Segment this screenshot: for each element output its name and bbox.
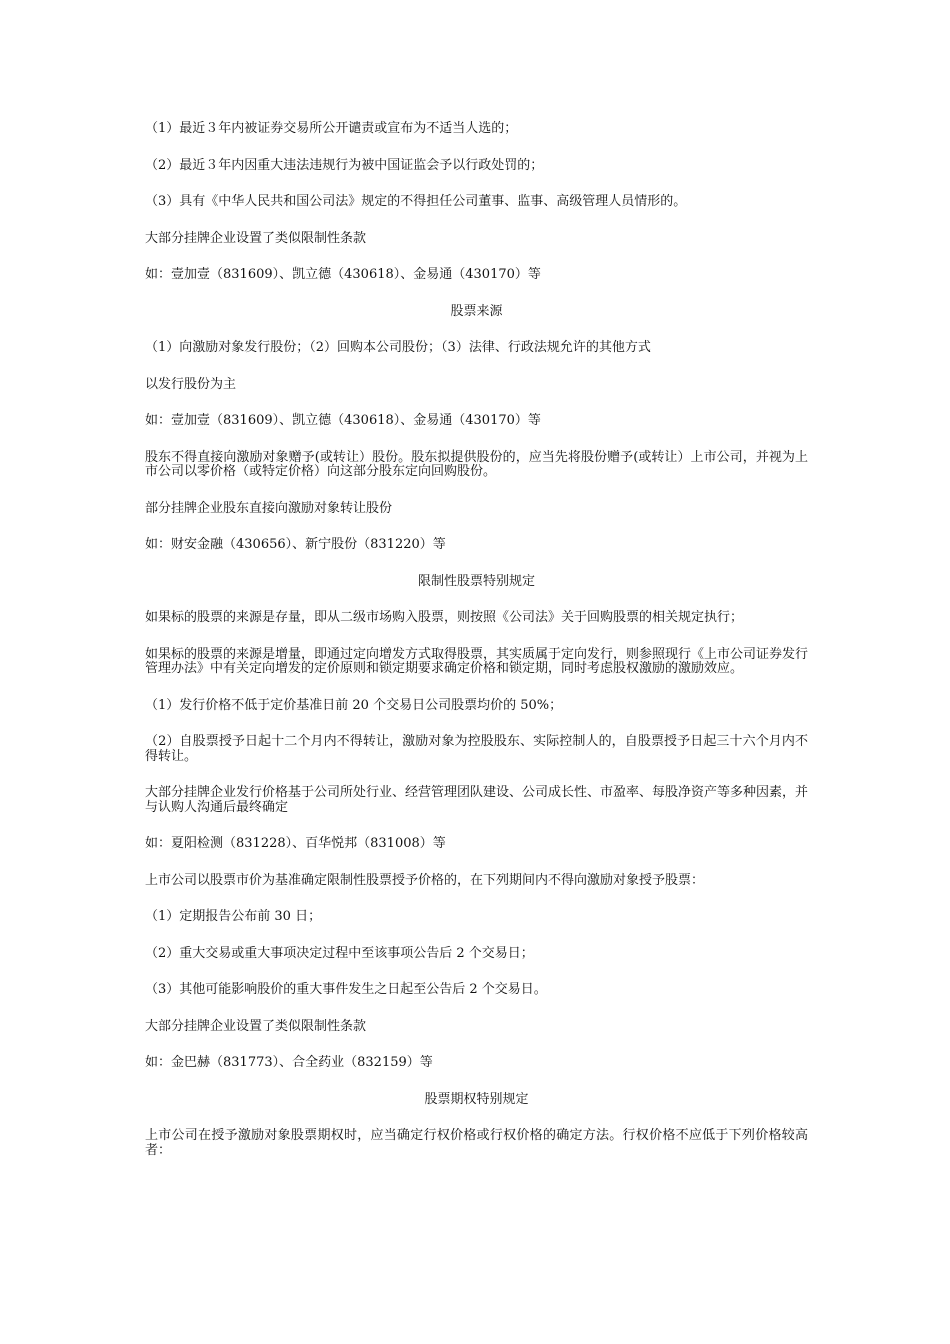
paragraph-8: 以发行股份为主 — [145, 376, 237, 392]
section-heading-stock-options: 股票期权特别规定 — [424, 1091, 529, 1107]
paragraph-1: （1）最近３年内被证券交易所公开谴责或宣布为不适当人选的； — [145, 121, 518, 136]
paragraph-27: 上市公司在授予激励对象股票期权时，应当确定行权价格或行权价格的确定方法。行权价格不应低于下列价格较高者： — [145, 1128, 808, 1158]
paragraph-24: 大部分挂牌企业设置了类似限制性条款 — [145, 1018, 367, 1034]
paragraph-23: （3）其他可能影响股价的重大事件发生之日起至公告后 2 个交易日。 — [145, 982, 547, 997]
paragraph-5: 如：壹加壹（831609）、凯立德（430618）、金易通（430170）等 — [145, 267, 541, 282]
paragraph-19: 如：夏阳检测（831228）、百华悦邦（831008）等 — [145, 836, 446, 851]
paragraph-2: （2）最近３年内因重大违法违规行为被中国证监会予以行政处罚的； — [145, 157, 544, 173]
paragraph-20: 上市公司以股票市价为基准确定限制性股票授予价格的，在下列期间内不得向激励对象授予股票： — [145, 872, 705, 888]
paragraph-25: 如：金巴赫（831773）、合全药业（832159）等 — [145, 1055, 433, 1070]
paragraph-7: （1）向激励对象发行股份；（2）回购本公司股份；（3）法律、行政法规允许的其他方式 — [145, 340, 651, 355]
paragraph-10: 股东不得直接向激励对象赠予(或转让）股份。股东拟提供股份的，应当先将股份赠予(或转让）上市公司，并视为上市公司以零价格（或特定价格）向这部分股东定向回购股份。 — [145, 449, 808, 479]
paragraph-17: （2）自股票授予日起十二个月内不得转让，激励对象为控股股东、实际控制人的，自股票授予日起三十六个月内不得转让。 — [145, 734, 808, 764]
paragraph-16: （1）发行价格不低于定价基准日前 20 个交易日公司股票均价的 50%； — [145, 697, 563, 713]
document-body — [145, 122, 808, 1180]
paragraph-18: 大部分挂牌企业发行价格基于公司所处行业、经营管理团队建设、公司成长性、市盈率、每股净资产等多种因素，并与认购人沟通后最终确定 — [145, 785, 809, 815]
section-heading-restricted-stock: 限制性股票特别规定 — [417, 573, 535, 589]
paragraph-15: 如果标的股票的来源是增量，即通过定向增发方式取得股票，其实质属于定向发行，则参照现行《上市公司证券发行管理办法》中有关定向增发的定价原则和锁定期要求确定价格和锁定期，同时考虑股权激励的激励效应。 — [145, 646, 809, 676]
paragraph-12: 如：财安金融（430656）、新宁股份（831220）等 — [145, 537, 446, 552]
paragraph-11: 部分挂牌企业股东直接向激励对象转让股份 — [145, 500, 393, 516]
paragraph-21: （1）定期报告公布前 30 日； — [145, 909, 322, 924]
section-heading-stock-source: 股票来源 — [450, 303, 503, 319]
paragraph-4: 大部分挂牌企业设置了类似限制性条款 — [145, 230, 367, 246]
paragraph-3: （3）具有《中华人民共和国公司法》规定的不得担任公司董事、监事、高级管理人员情形的。 — [145, 194, 687, 209]
paragraph-9: 如：壹加壹（831609）、凯立德（430618）、金易通（430170）等 — [145, 413, 541, 428]
paragraph-22: （2）重大交易或重大事项决定过程中至该事项公告后 2 个交易日； — [145, 945, 534, 961]
paragraph-14: 如果标的股票的来源是存量，即从二级市场购入股票，则按照《公司法》关于回购股票的相关规定执行； — [145, 610, 744, 625]
